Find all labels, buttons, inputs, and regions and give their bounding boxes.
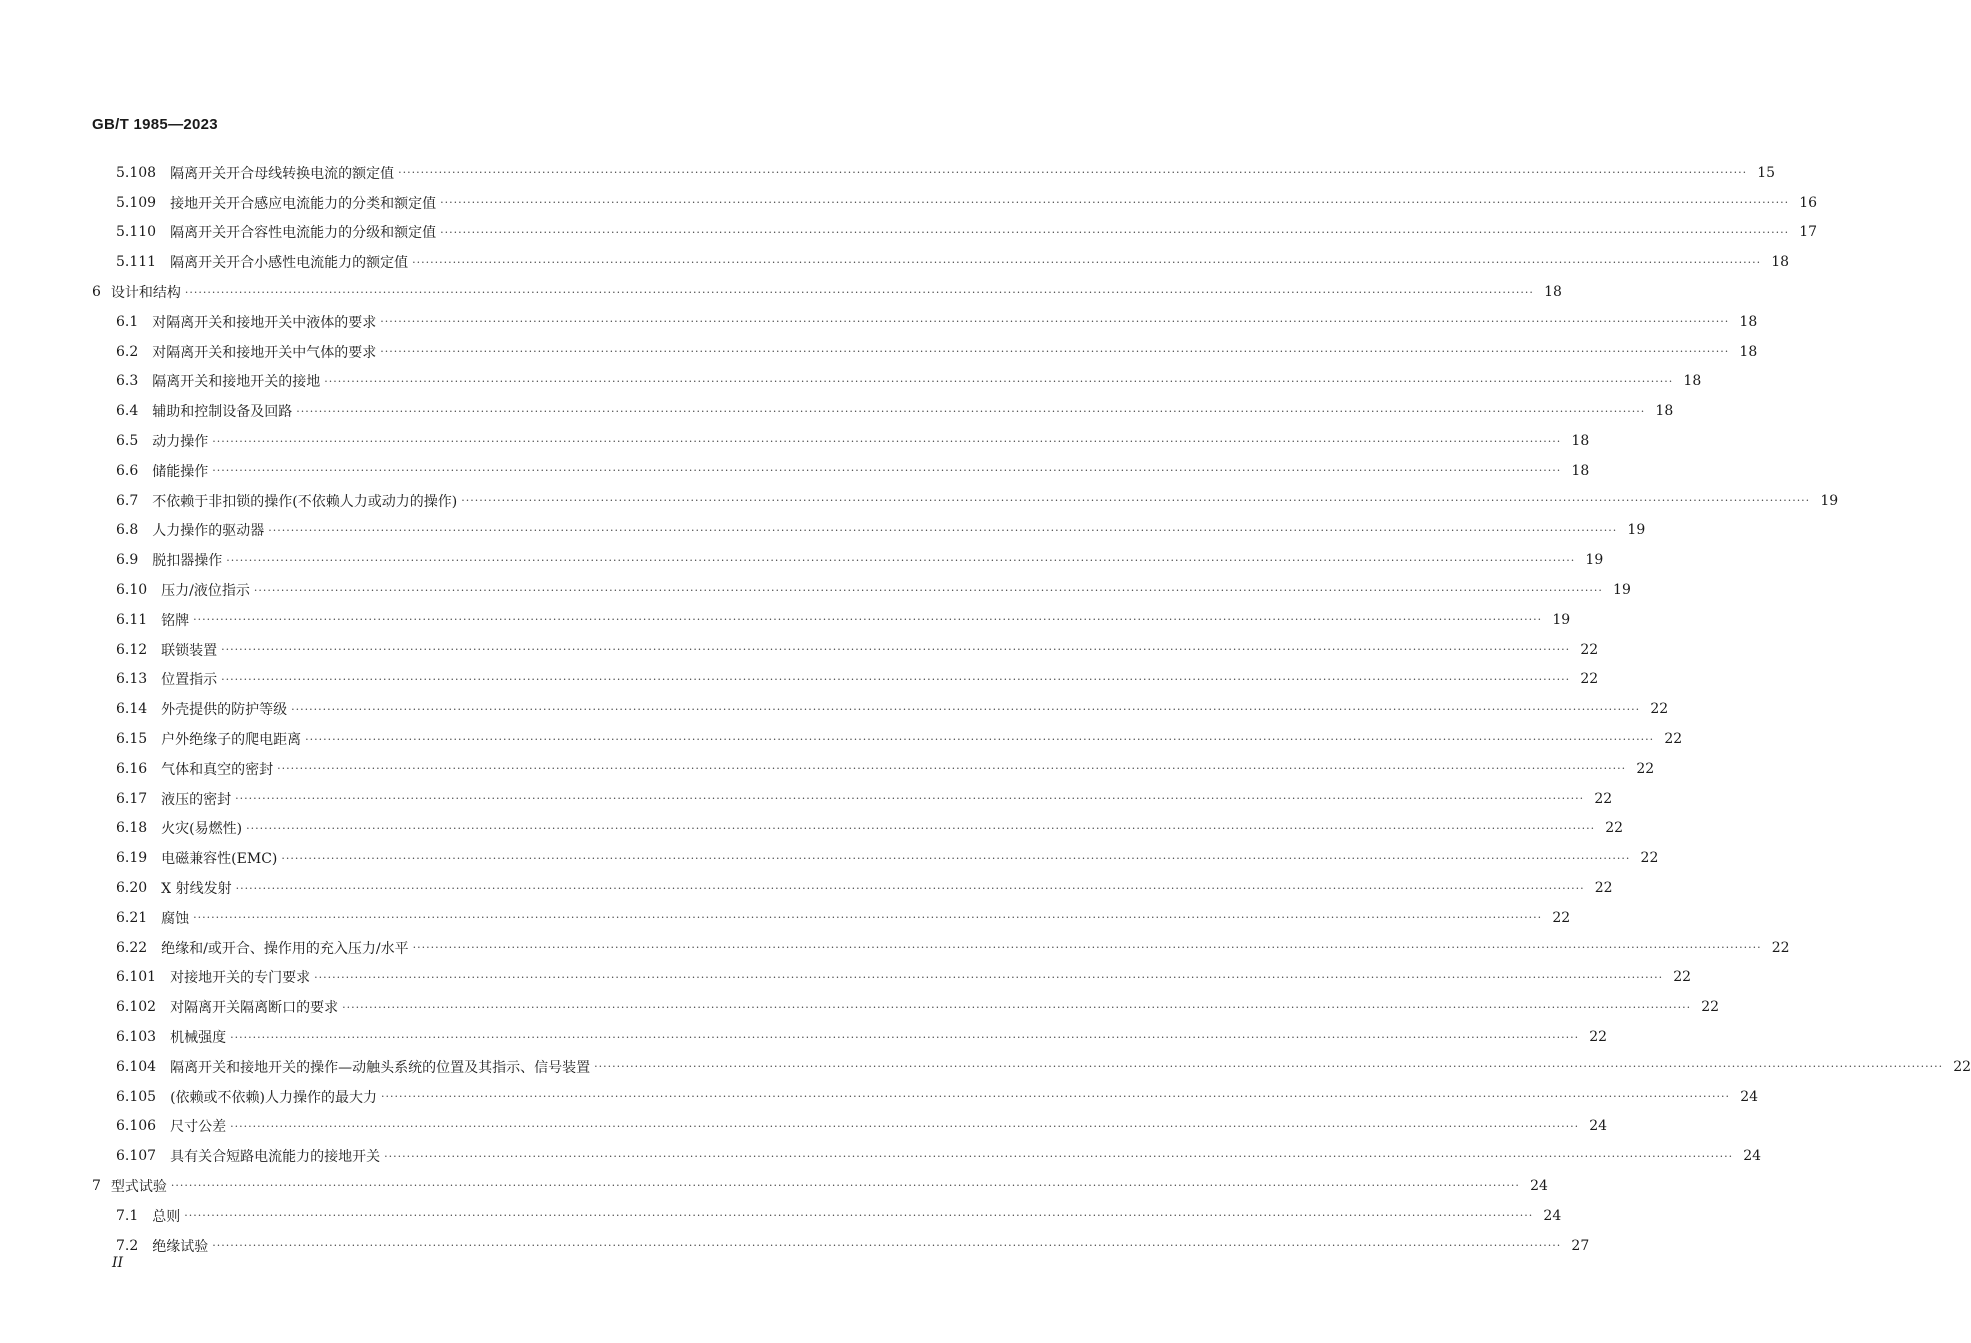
- toc-entry-page: 24: [1589, 1118, 1608, 1135]
- toc-entry-number: 6.16: [116, 760, 148, 777]
- toc-entry[interactable]: [0, 665, 1599, 695]
- toc-leader-dots: ············································································································································································································································································································: [184, 1209, 1534, 1223]
- toc-entry-title: 隔离开关开合母线转换电流的额定值: [170, 165, 395, 182]
- toc-leader-dots: ············································································································································································································································································································: [440, 196, 1790, 210]
- toc-leader-dots: ············································································································································································································································································································: [594, 1060, 1944, 1074]
- toc-entry-number: 6.4: [116, 403, 139, 420]
- toc-entry-number: 6.104: [116, 1058, 157, 1075]
- toc-entry-title: 对接地开关的专门要求: [170, 970, 311, 987]
- toc-entry-page: 19: [1820, 492, 1839, 509]
- toc-leader-dots: ············································································································································································································································································································: [380, 315, 1730, 329]
- toc-entry[interactable]: [0, 963, 1692, 993]
- toc-entry-page: 22: [1953, 1058, 1971, 1075]
- toc-entry-number: 7: [92, 1177, 101, 1194]
- toc-entry-number: 6.106: [116, 1118, 157, 1135]
- toc-entry-page: 15: [1757, 164, 1776, 181]
- toc-leader-dots: ············································································································································································································································································································: [277, 762, 1627, 776]
- toc-entry-page: 22: [1636, 760, 1655, 777]
- toc-entry-number: 6.12: [116, 641, 148, 658]
- toc-entry[interactable]: [0, 575, 1631, 605]
- toc-entry[interactable]: [0, 635, 1599, 665]
- toc-entry-number: 6.103: [116, 1029, 157, 1045]
- toc-entry-title: 隔离开关和接地开关的操作—动触头系统的位置及其指示、信号装置: [170, 1059, 591, 1076]
- toc-entry[interactable]: [0, 1201, 1562, 1231]
- toc-entry-page: 18: [1771, 254, 1790, 271]
- toc-entry-number: 6.101: [116, 969, 157, 986]
- toc-entry-title: 气体和真空的密封: [161, 761, 274, 778]
- toc-entry-title: 火灾(易燃性): [161, 821, 243, 838]
- toc-entry-page: 22: [1594, 790, 1613, 807]
- toc-entry-title: 尺寸公差: [170, 1119, 227, 1136]
- toc-entry[interactable]: [0, 724, 1683, 754]
- toc-entry-title: 腐蚀: [161, 910, 190, 927]
- toc-entry-title: 隔离开关和接地开关的接地: [152, 374, 321, 391]
- toc-entry-number: 6.17: [116, 790, 148, 807]
- toc-entry[interactable]: [0, 426, 1590, 456]
- toc-leader-dots: ············································································································································································································································································································: [235, 792, 1585, 806]
- toc-leader-dots: ············································································································································································································································································································: [324, 374, 1674, 388]
- toc-entry-number: 6.105: [116, 1088, 157, 1105]
- toc-entry-page: 18: [1739, 343, 1758, 360]
- toc-entry-page: 24: [1743, 1148, 1762, 1165]
- toc-entry-title: 隔离开关开合小感性电流能力的额定值: [170, 255, 409, 272]
- toc-entry-number: 5.109: [116, 194, 157, 211]
- toc-entry-number: 6.102: [116, 999, 157, 1016]
- toc-entry-title: 不依赖于非扣锁的操作(不依赖人力或动力的操作): [152, 493, 458, 510]
- toc-entry[interactable]: [0, 992, 1720, 1022]
- toc-entry[interactable]: [0, 456, 1590, 486]
- toc-leader-dots: ············································································································································································································································································································: [305, 732, 1655, 746]
- toc-leader-dots: ············································································································································································································································································································: [440, 225, 1790, 239]
- toc-entry-page: 24: [1740, 1088, 1759, 1105]
- toc-entry-page: 19: [1585, 552, 1604, 569]
- toc-leader-dots: ············································································································································································································································································································: [212, 1239, 1562, 1253]
- toc-leader-dots: ············································································································································································································································································································: [230, 1119, 1580, 1133]
- toc-entry-page: 18: [1739, 313, 1758, 330]
- toc-entry[interactable]: [0, 1052, 1971, 1082]
- toc-entry-title: 外壳提供的防护等级: [161, 702, 288, 719]
- toc-entry-title: 脱扣器操作: [152, 553, 223, 570]
- toc-entry-title: 人力操作的驱动器: [152, 523, 265, 540]
- toc-entry[interactable]: [0, 545, 1604, 575]
- toc-entry[interactable]: [0, 1171, 1548, 1201]
- toc-entry-page: 18: [1683, 373, 1702, 390]
- document-code-header: GB/T 1985—2023: [92, 116, 218, 133]
- toc-entry-title: 储能操作: [152, 463, 209, 480]
- toc-entry-title: 对隔离开关和接地开关中液体的要求: [152, 314, 377, 331]
- toc-leader-dots: ············································································································································································································································································································: [268, 523, 1618, 537]
- toc-entry-title: 联锁装置: [161, 642, 218, 659]
- table-of-contents: [0, 158, 1971, 1260]
- toc-entry-number: 7.2: [116, 1237, 139, 1254]
- toc-entry-page: 27: [1571, 1237, 1590, 1254]
- toc-entry-page: 22: [1664, 731, 1683, 748]
- toc-entry[interactable]: [0, 903, 1571, 933]
- toc-entry-page: 22: [1552, 909, 1571, 926]
- toc-entry[interactable]: [0, 754, 1655, 784]
- toc-entry-page: 19: [1552, 611, 1571, 628]
- toc-entry[interactable]: [0, 694, 1669, 724]
- toc-leader-dots: ············································································································································································································································································································: [170, 1179, 1520, 1193]
- toc-entry[interactable]: [0, 337, 1758, 367]
- toc-entry[interactable]: [0, 247, 1790, 277]
- toc-entry[interactable]: [0, 843, 1659, 873]
- toc-entry-title: 接地开关开合感应电流能力的分类和额定值: [170, 195, 437, 212]
- toc-entry-title: 对隔离开关和接地开关中气体的要求: [152, 344, 377, 361]
- toc-leader-dots: ············································································································································································································································································································: [314, 970, 1664, 984]
- toc-entry-number: 6.9: [116, 552, 139, 569]
- toc-leader-dots: ············································································································································································································································································································: [381, 1090, 1731, 1104]
- toc-entry-page: 18: [1571, 462, 1590, 479]
- toc-entry-number: 6.15: [116, 731, 148, 748]
- toc-entry-title: 绝缘试验: [152, 1238, 209, 1255]
- toc-entry-page: 22: [1580, 641, 1599, 658]
- toc-leader-dots: ············································································································································································································································································································: [253, 583, 1603, 597]
- toc-leader-dots: ············································································································································································································································································································: [212, 464, 1562, 478]
- toc-entry-number: 6.10: [116, 582, 148, 599]
- toc-entry[interactable]: [0, 1112, 1608, 1142]
- toc-entry-page: 24: [1530, 1177, 1548, 1194]
- toc-entry-title: 液压的密封: [161, 791, 232, 808]
- toc-entry-title: 具有关合短路电流能力的接地开关: [170, 1149, 381, 1166]
- toc-entry-title: 辅助和控制设备及回路: [152, 404, 293, 421]
- toc-entry-title: 位置指示: [161, 672, 218, 689]
- toc-entry-title: 设计和结构: [110, 285, 181, 302]
- toc-leader-dots: ············································································································································································································································································································: [184, 285, 1534, 299]
- toc-entry-number: 6.7: [116, 492, 139, 509]
- toc-entry-number: 5.108: [116, 164, 157, 181]
- toc-leader-dots: ············································································································································································································································································································: [212, 434, 1562, 448]
- toc-entry-number: 5.110: [116, 224, 157, 241]
- toc-entry-number: 6.8: [116, 522, 139, 539]
- toc-entry-title: 电磁兼容性(EMC): [161, 851, 278, 868]
- toc-leader-dots: ············································································································································································································································································································: [230, 1030, 1580, 1044]
- toc-entry-title: 绝缘和/或开合、操作用的充入压力/水平: [161, 940, 409, 957]
- toc-entry-title: 隔离开关开合容性电流能力的分级和额定值: [170, 225, 437, 242]
- toc-entry-page: 18: [1544, 284, 1562, 301]
- toc-entry-page: 22: [1701, 999, 1720, 1016]
- toc-entry[interactable]: [0, 784, 1613, 814]
- toc-entry-number: 6: [92, 284, 101, 301]
- toc-leader-dots: ············································································································································································································································································································: [193, 613, 1543, 627]
- toc-entry[interactable]: [0, 188, 1818, 218]
- toc-leader-dots: ············································································································································································································································································································: [412, 941, 1762, 955]
- toc-entry-page: 18: [1655, 403, 1674, 420]
- toc-leader-dots: ············································································································································································································································································································: [193, 911, 1543, 925]
- toc-entry[interactable]: [0, 158, 1776, 188]
- toc-entry-title: 对隔离开关隔离断口的要求: [170, 1000, 339, 1017]
- toc-entry-page: 22: [1594, 880, 1613, 897]
- toc-entry-title: 户外绝缘子的爬电距离: [161, 732, 302, 749]
- toc-entry-title: 压力/液位指示: [161, 583, 250, 600]
- toc-entry-title: 动力操作: [152, 434, 209, 451]
- toc-entry-number: 6.6: [116, 462, 139, 479]
- toc-entry-title: X 射线发射: [161, 881, 232, 898]
- toc-entry-page: 22: [1605, 820, 1624, 837]
- toc-leader-dots: ············································································································································································································································································································: [380, 345, 1730, 359]
- toc-entry[interactable]: [0, 277, 1562, 307]
- toc-entry-number: 6.20: [116, 880, 148, 897]
- toc-leader-dots: ············································································································································································································································································································: [296, 404, 1646, 418]
- toc-leader-dots: ············································································································································································································································································································: [342, 1000, 1692, 1014]
- toc-entry-page: 24: [1543, 1207, 1562, 1224]
- toc-entry-page: 18: [1571, 433, 1590, 450]
- toc-leader-dots: ············································································································································································································································································································: [221, 672, 1571, 686]
- toc-entry[interactable]: [0, 307, 1758, 337]
- toc-entry-number: 6.3: [116, 373, 139, 390]
- toc-entry-title: 总则: [152, 1208, 181, 1225]
- toc-entry[interactable]: [0, 218, 1818, 248]
- toc-entry-page: 22: [1650, 701, 1669, 718]
- toc-entry-number: 6.19: [116, 850, 148, 867]
- toc-entry-title: (依赖或不依赖)人力操作的最大力: [170, 1089, 378, 1106]
- toc-entry-number: 6.18: [116, 820, 148, 837]
- toc-entry-number: 6.1: [116, 313, 139, 330]
- toc-leader-dots: ············································································································································································································································································································: [398, 166, 1748, 180]
- toc-entry[interactable]: [0, 367, 1702, 397]
- toc-entry-title: 型式试验: [110, 1178, 167, 1195]
- toc-entry[interactable]: [0, 1141, 1762, 1171]
- toc-leader-dots: ············································································································································································································································································································: [246, 821, 1596, 835]
- toc-entry-page: 22: [1673, 969, 1692, 986]
- toc-entry-page: 19: [1613, 582, 1631, 599]
- toc-entry-number: 6.21: [116, 909, 148, 926]
- toc-entry-page: 16: [1799, 194, 1818, 211]
- toc-entry[interactable]: [0, 814, 1624, 844]
- page-number-roman: II: [112, 1255, 124, 1271]
- toc-entry-number: 5.111: [116, 254, 157, 271]
- toc-entry-page: 19: [1627, 522, 1646, 539]
- toc-leader-dots: ············································································································································································································································································································: [291, 702, 1641, 716]
- toc-entry[interactable]: [0, 933, 1790, 963]
- toc-entry-number: 6.5: [116, 433, 139, 450]
- toc-entry-page: 22: [1771, 939, 1790, 956]
- toc-entry[interactable]: [0, 873, 1613, 903]
- toc-leader-dots: ············································································································································································································································································································: [221, 643, 1571, 657]
- toc-entry-number: 6.2: [116, 343, 139, 360]
- toc-leader-dots: ············································································································································································································································································································: [226, 553, 1576, 567]
- toc-leader-dots: ············································································································································································································································································································: [281, 851, 1631, 865]
- toc-entry-number: 7.1: [116, 1207, 139, 1224]
- toc-entry-page: 22: [1580, 671, 1599, 688]
- toc-entry[interactable]: [0, 396, 1674, 426]
- toc-entry-number: 6.14: [116, 701, 148, 718]
- toc-entry-page: 17: [1799, 224, 1818, 241]
- toc-entry-page: 22: [1640, 850, 1659, 867]
- toc-entry-number: 6.22: [116, 939, 148, 956]
- toc-leader-dots: ············································································································································································································································································································: [412, 255, 1762, 269]
- toc-entry-number: 6.13: [116, 671, 148, 688]
- toc-leader-dots: ············································································································································································································································································································: [384, 1149, 1734, 1163]
- toc-entry[interactable]: [0, 486, 1839, 516]
- toc-entry[interactable]: [0, 1231, 1590, 1261]
- toc-entry-title: 铭牌: [161, 612, 190, 629]
- toc-entry[interactable]: [0, 1022, 1608, 1052]
- toc-entry-page: 22: [1589, 1029, 1608, 1045]
- toc-leader-dots: ············································································································································································································································································································: [461, 494, 1811, 508]
- toc-entry[interactable]: [0, 605, 1571, 635]
- toc-leader-dots: ············································································································································································································································································································: [235, 881, 1585, 895]
- toc-entry[interactable]: [0, 1082, 1759, 1112]
- toc-entry-number: 6.11: [116, 611, 148, 628]
- toc-entry-title: 机械强度: [170, 1030, 227, 1046]
- toc-entry-number: 6.107: [116, 1148, 157, 1165]
- toc-entry[interactable]: [0, 516, 1646, 546]
